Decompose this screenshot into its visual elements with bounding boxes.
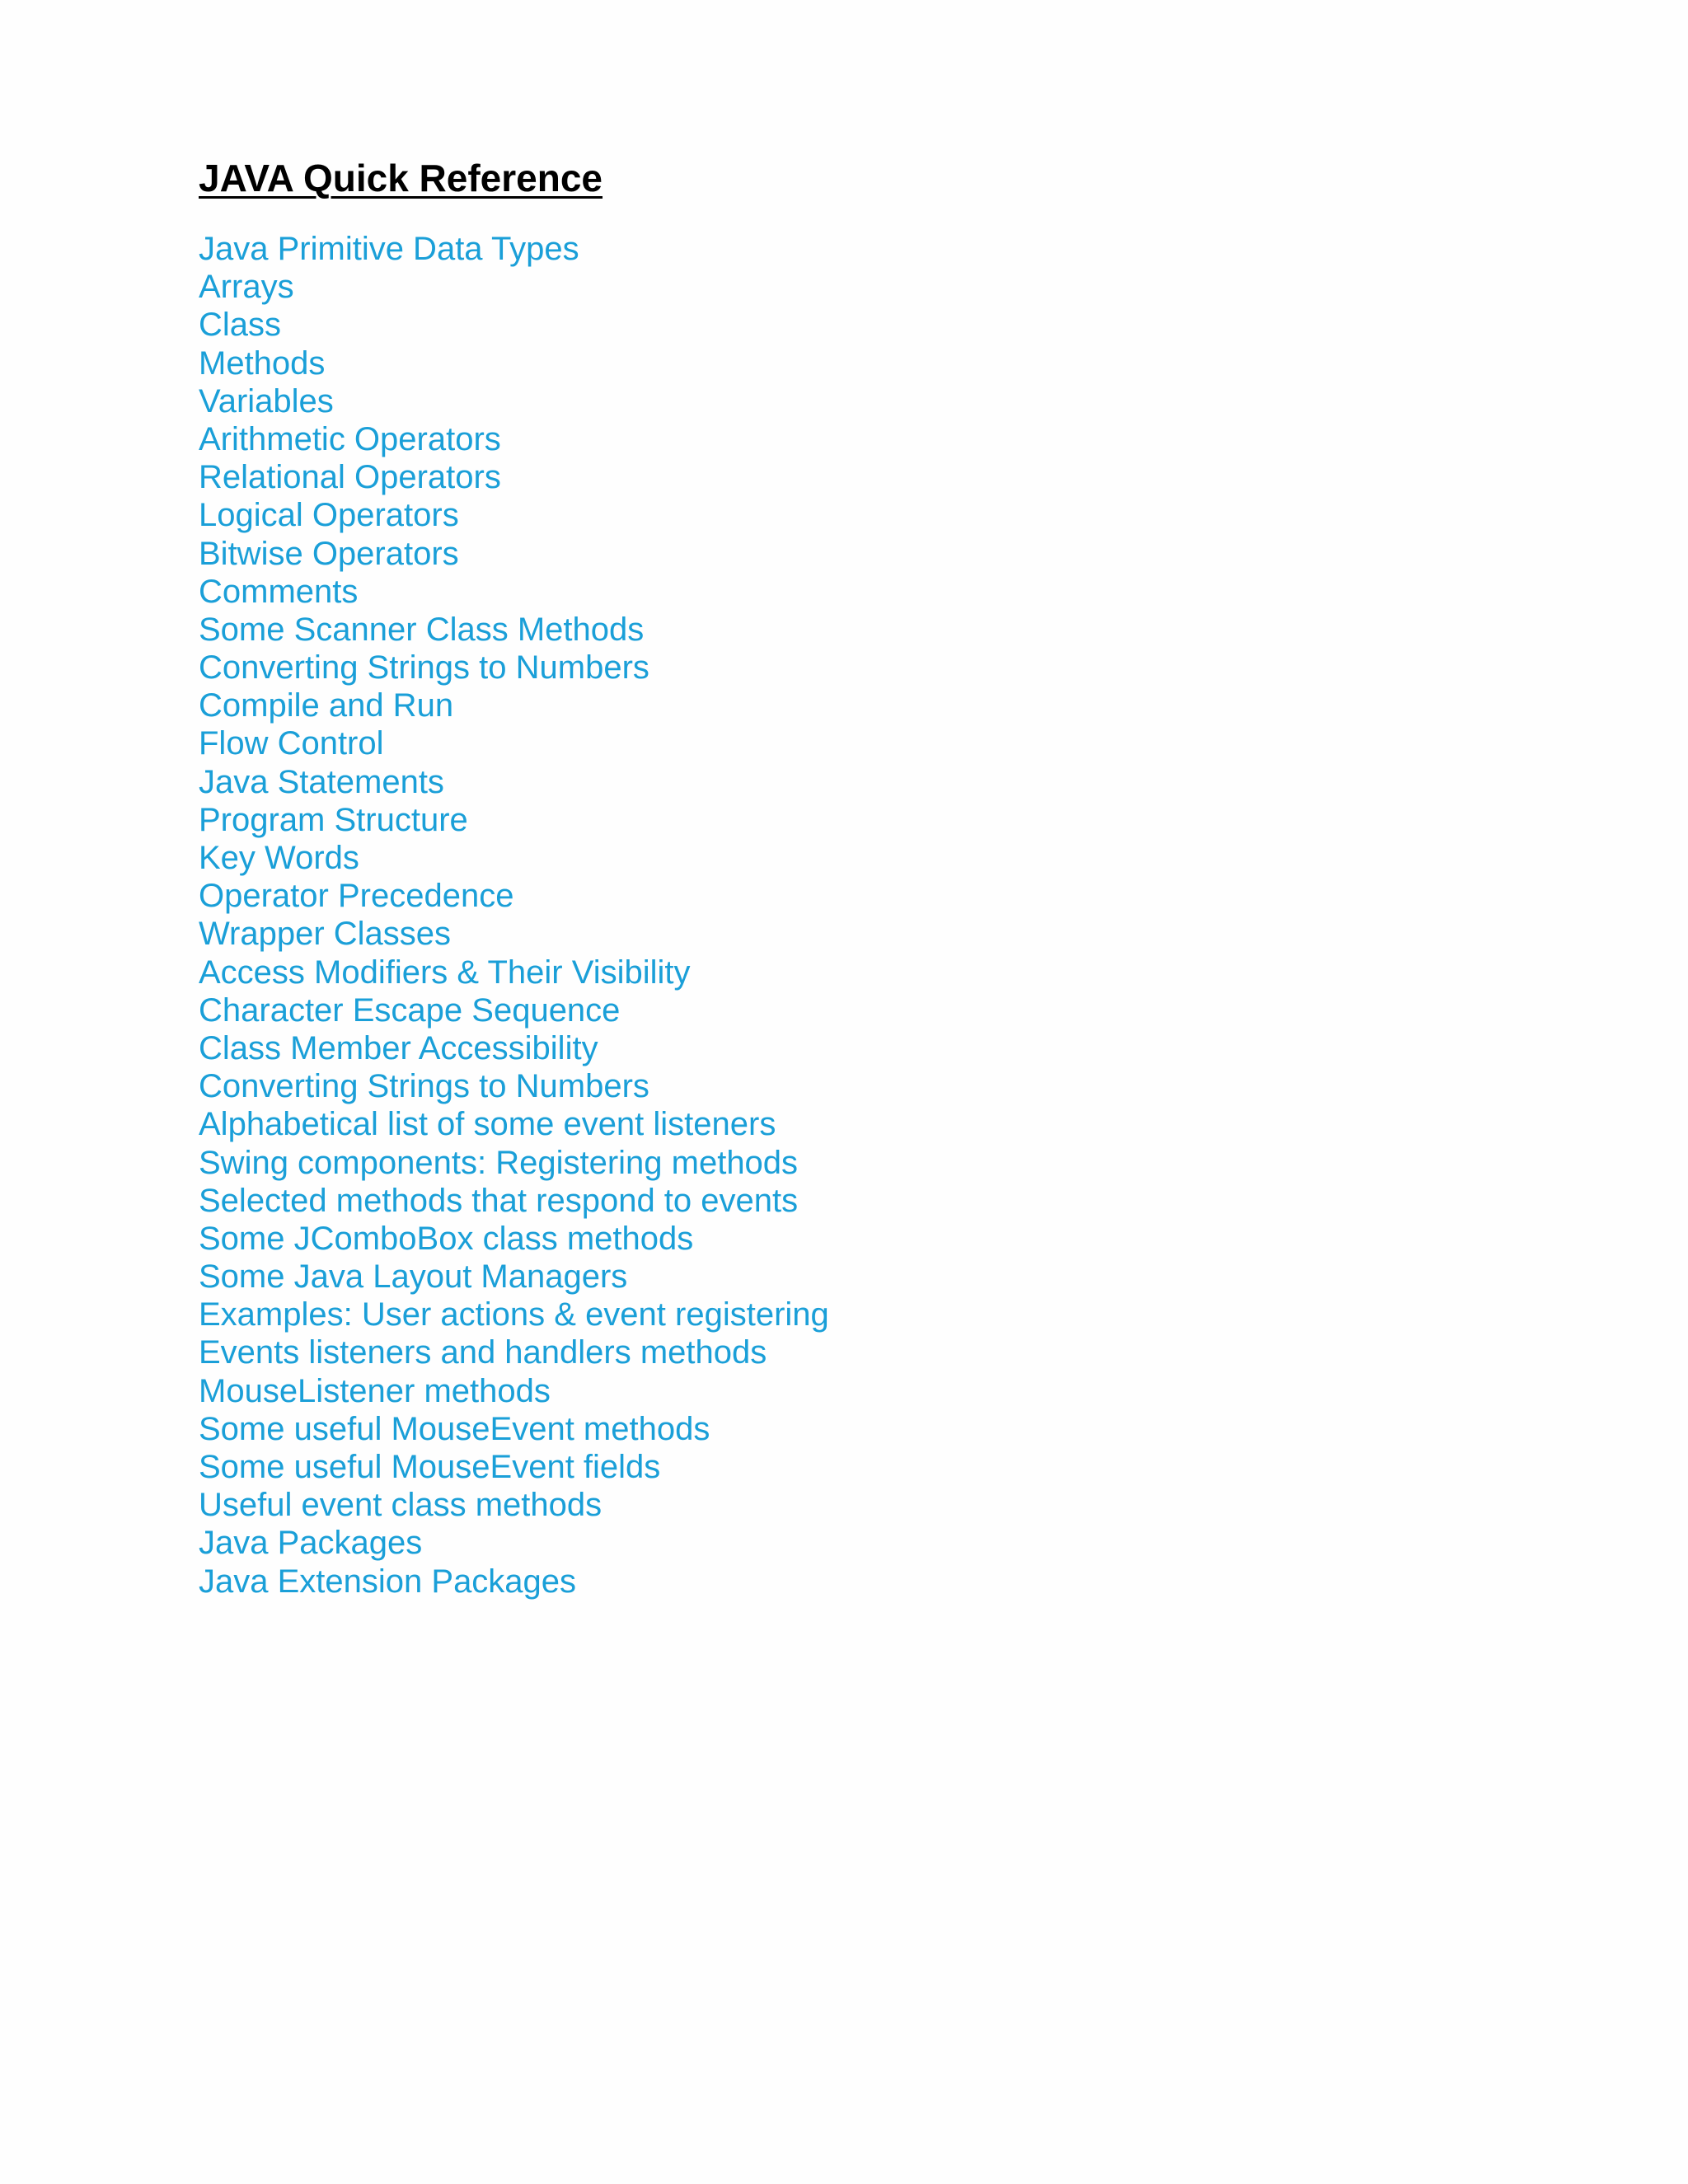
toc-link[interactable]: Comments: [199, 573, 359, 610]
toc-link[interactable]: Bitwise Operators: [199, 535, 459, 572]
toc-link[interactable]: Operator Precedence: [199, 878, 514, 915]
toc-link[interactable]: Methods: [199, 344, 326, 382]
toc-link[interactable]: Some useful MouseEvent fields: [199, 1449, 661, 1485]
toc-item: [199, 230, 829, 268]
toc-item: [199, 763, 829, 801]
toc-link[interactable]: MouseListener methods: [199, 1372, 551, 1409]
toc-link[interactable]: Key Words: [199, 840, 359, 876]
toc-item: [199, 1220, 829, 1258]
toc-item: [199, 915, 829, 953]
toc-item: [199, 954, 829, 991]
toc-item: [199, 535, 829, 573]
toc-link[interactable]: Java Statements: [199, 763, 444, 800]
toc-item: [199, 458, 829, 496]
toc-item: [199, 496, 829, 534]
toc-link[interactable]: Program Structure: [199, 801, 468, 838]
toc-link[interactable]: Java Extension Packages: [199, 1563, 577, 1600]
toc-item: [199, 1410, 829, 1448]
toc-link[interactable]: Some Java Layout Managers: [199, 1258, 628, 1296]
toc-item: [199, 611, 829, 649]
toc-item: [199, 649, 829, 687]
toc-item: [199, 1333, 829, 1371]
toc-item: [199, 1296, 829, 1333]
toc-link[interactable]: Java Primitive Data Types: [199, 231, 579, 267]
toc-link[interactable]: Compile and Run: [199, 687, 454, 724]
toc-link[interactable]: Java Packages: [199, 1525, 423, 1562]
toc-item: [199, 382, 829, 420]
toc-link[interactable]: Character Escape Sequence: [199, 991, 621, 1029]
toc-item: [199, 573, 829, 611]
toc-link[interactable]: Some Scanner Class Methods: [199, 611, 645, 648]
toc-item: [199, 1524, 829, 1562]
toc-item: [199, 839, 829, 877]
toc-item: [199, 1258, 829, 1296]
toc-item: [199, 1105, 829, 1143]
toc-item: [199, 1067, 829, 1105]
toc-link[interactable]: Class Member Accessibility: [199, 1029, 598, 1066]
toc-item: [199, 268, 829, 306]
toc-link[interactable]: Useful event class methods: [199, 1487, 603, 1524]
toc-link[interactable]: Logical Operators: [199, 497, 459, 534]
toc-item: [199, 420, 829, 458]
toc-link[interactable]: Alphabetical list of some event listeners: [199, 1106, 776, 1143]
toc-link[interactable]: Selected methods that respond to events: [199, 1182, 799, 1219]
toc-item: [199, 991, 829, 1029]
toc-link[interactable]: Swing components: Registering methods: [199, 1144, 799, 1181]
toc-item: [199, 801, 829, 839]
toc-link[interactable]: Converting Strings to Numbers: [199, 1068, 649, 1105]
toc-link[interactable]: Some useful MouseEvent methods: [199, 1410, 710, 1447]
toc-item: [199, 1182, 829, 1220]
toc-item: [199, 687, 829, 724]
toc-link[interactable]: Events listeners and handlers methods: [199, 1334, 767, 1371]
toc-link[interactable]: Examples: User actions & event registering: [199, 1296, 829, 1333]
toc-link[interactable]: Arithmetic Operators: [199, 420, 501, 457]
toc-item: [199, 877, 829, 915]
page-title: JAVA Quick Reference: [199, 157, 603, 199]
toc-item: [199, 344, 829, 382]
toc-item: [199, 1486, 829, 1524]
toc-item: [199, 1372, 829, 1410]
toc-link[interactable]: Converting Strings to Numbers: [199, 649, 649, 687]
toc-item: [199, 1448, 829, 1486]
toc-link[interactable]: Wrapper Classes: [199, 916, 452, 953]
toc-link[interactable]: Flow Control: [199, 725, 384, 762]
toc-link[interactable]: Relational Operators: [199, 459, 501, 496]
toc-link[interactable]: Variables: [199, 382, 334, 419]
table-of-contents: [199, 230, 829, 1601]
toc-item: [199, 1029, 829, 1067]
toc-item: [199, 306, 829, 344]
toc-item: [199, 1563, 829, 1601]
toc-link[interactable]: Some JComboBox class methods: [199, 1220, 694, 1257]
toc-link[interactable]: Arrays: [199, 269, 294, 306]
toc-link[interactable]: Class: [199, 307, 282, 344]
toc-item: [199, 724, 829, 762]
toc-link[interactable]: Access Modifiers & Their Visibility: [199, 954, 691, 991]
toc-item: [199, 1144, 829, 1182]
